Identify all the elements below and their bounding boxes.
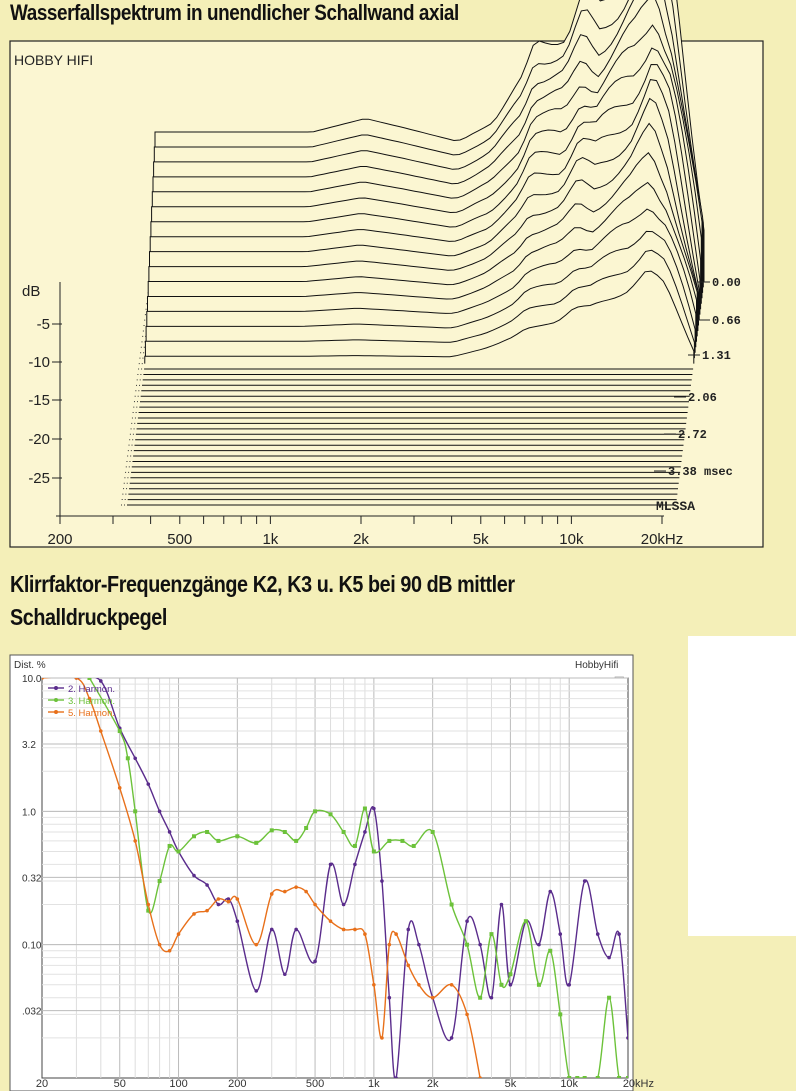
distortion-point xyxy=(607,996,611,1000)
distortion-point xyxy=(205,883,209,887)
waterfall-software-label: MLSSA xyxy=(656,499,696,514)
distortion-point xyxy=(133,809,137,813)
distortion-xtick-label: 2k xyxy=(426,1078,439,1090)
distortion-point xyxy=(342,830,346,834)
distortion-xtick-label: 20 xyxy=(35,1078,49,1090)
distortion-point xyxy=(294,928,298,932)
distortion-point xyxy=(313,960,317,964)
waterfall-time-label: 0.66 xyxy=(712,314,741,328)
distortion-point xyxy=(283,972,287,976)
distortion-point xyxy=(254,989,258,993)
distortion-point xyxy=(304,826,308,830)
waterfall-xtick-label: 2k xyxy=(353,531,369,548)
distortion-point xyxy=(537,983,541,987)
distortion-point xyxy=(168,844,172,848)
distortion-point xyxy=(465,943,469,947)
distortion-point xyxy=(508,972,512,976)
distortion-point xyxy=(537,943,541,947)
distortion-point xyxy=(99,729,103,733)
distortion-point xyxy=(489,932,493,936)
distortion-ylabel: Dist. % xyxy=(14,660,46,671)
distortion-point xyxy=(283,890,287,894)
distortion-xtick-label: 5k xyxy=(504,1078,517,1090)
waterfall-time-label: 1.31 xyxy=(702,349,731,363)
distortion-point xyxy=(146,782,150,786)
distortion-point xyxy=(283,830,287,834)
distortion-ytick-label: 0.32 xyxy=(22,873,42,885)
distortion-point xyxy=(548,949,552,953)
distortion-point xyxy=(270,928,274,932)
distortion-point xyxy=(417,983,421,987)
waterfall-ytick-label: -5 xyxy=(36,316,50,333)
distortion-point xyxy=(617,932,621,936)
distortion-point xyxy=(227,900,231,904)
distortion-point xyxy=(313,809,317,813)
chart2-title-line2: Schalldruckpegel xyxy=(10,604,167,630)
distortion-point xyxy=(583,879,587,883)
waterfall-xtick-label: 5k xyxy=(472,531,489,548)
distortion-point xyxy=(118,786,122,790)
distortion-point xyxy=(236,919,240,923)
distortion-point xyxy=(353,863,357,867)
distortion-point xyxy=(342,928,346,932)
legend-marker xyxy=(54,710,58,714)
distortion-ytick-label: 10.0 xyxy=(22,674,42,685)
waterfall-xtick-label: 1k xyxy=(262,531,279,548)
distortion-point xyxy=(192,874,196,878)
distortion-point xyxy=(192,834,196,838)
distortion-point xyxy=(400,839,404,843)
distortion-point xyxy=(294,839,298,843)
distortion-point xyxy=(133,756,137,760)
distortion-point xyxy=(558,1012,562,1016)
waterfall-brand-label: HOBBY HIFI xyxy=(14,52,94,68)
distortion-point xyxy=(158,810,162,814)
waterfall-time-label: 3.38 msec xyxy=(668,465,733,479)
distortion-point xyxy=(177,849,181,853)
distortion-xtick-label: 50 xyxy=(113,1078,126,1090)
legend-marker xyxy=(54,686,58,690)
distortion-point xyxy=(126,756,130,760)
distortion-point xyxy=(372,807,376,811)
distortion-point xyxy=(158,879,162,883)
distortion-point xyxy=(192,912,196,916)
distortion-xtick-label: 100 xyxy=(169,1078,188,1090)
waterfall-ytick-label: -20 xyxy=(28,431,50,448)
distortion-point xyxy=(412,844,416,848)
legend-label: 2. Harmon. xyxy=(68,684,115,695)
distortion-point xyxy=(363,807,367,811)
distortion-point xyxy=(380,1036,384,1040)
waterfall-xtick-label: 10k xyxy=(559,531,584,548)
distortion-point xyxy=(567,983,571,987)
distortion-point xyxy=(99,679,103,683)
distortion-point xyxy=(270,892,274,896)
distortion-grid xyxy=(42,678,628,1078)
waterfall-ytick-label: -15 xyxy=(28,392,50,409)
distortion-point xyxy=(363,932,367,936)
distortion-xtick-label: 10k xyxy=(560,1078,579,1090)
distortion-point xyxy=(177,932,181,936)
distortion-point xyxy=(118,729,122,733)
distortion-ytick-label: 3.2 xyxy=(22,739,36,751)
distortion-point xyxy=(465,919,469,923)
distortion-point xyxy=(450,983,454,987)
waterfall-xtick-label: 20kHz xyxy=(640,531,684,548)
distortion-point xyxy=(478,996,482,1000)
legend-marker xyxy=(54,698,58,702)
distortion-point xyxy=(329,812,333,816)
distortion-point xyxy=(329,863,333,867)
distortion-point xyxy=(372,983,376,987)
distortion-point xyxy=(363,830,367,834)
distortion-point xyxy=(388,943,392,947)
distortion-point xyxy=(254,943,258,947)
distortion-ytick-label: 1.0 xyxy=(22,807,36,819)
distortion-point xyxy=(294,885,298,889)
distortion-point xyxy=(217,903,221,907)
distortion-point xyxy=(478,943,482,947)
distortion-point xyxy=(431,996,435,1000)
distortion-point xyxy=(216,839,220,843)
distortion-xtick-label: 500 xyxy=(305,1078,325,1090)
distortion-point xyxy=(372,849,376,853)
distortion-point xyxy=(304,890,308,894)
waterfall-xtick-label: 500 xyxy=(167,531,193,548)
distortion-point xyxy=(380,879,384,883)
distortion-point xyxy=(596,932,600,936)
distortion-point xyxy=(146,903,150,907)
distortion-point xyxy=(205,830,209,834)
distortion-point xyxy=(490,996,494,1000)
distortion-point xyxy=(270,828,274,832)
waterfall-ytick-label: -25 xyxy=(28,470,50,487)
waterfall-time-label: 2.72 xyxy=(678,428,707,442)
distortion-point xyxy=(217,897,221,901)
waterfall-time-label: 0.00 xyxy=(712,276,741,290)
distortion-point xyxy=(431,830,435,834)
distortion-ytick-label: 0.10 xyxy=(22,940,42,952)
distortion-point xyxy=(607,956,611,960)
distortion-point xyxy=(236,897,240,901)
distortion-point xyxy=(465,1013,469,1017)
distortion-point xyxy=(500,903,504,907)
distortion-point xyxy=(388,996,392,1000)
distortion-point xyxy=(450,1036,454,1040)
distortion-point xyxy=(548,890,552,894)
distortion-point xyxy=(450,903,454,907)
distortion-point xyxy=(168,830,172,834)
distortion-point xyxy=(394,932,398,936)
distortion-point xyxy=(254,841,258,845)
chart2-title-line1: Klirrfaktor-Frequenzgänge K2, K3 u. K5 bei 90 dB mittler xyxy=(10,571,515,597)
distortion-point xyxy=(353,844,357,848)
distortion-point xyxy=(158,943,162,947)
legend-label: 5. Harmon. xyxy=(68,708,115,719)
waterfall-ylabel: dB xyxy=(22,283,41,300)
distortion-point xyxy=(509,983,513,987)
distortion-xtick-label: 200 xyxy=(228,1078,247,1090)
distortion-xtick-label: 20kHz xyxy=(622,1078,654,1090)
chart1-title: Wasserfallspektrum in unendlicher Schallwand axial xyxy=(10,0,459,25)
waterfall-time-label: 2.06 xyxy=(688,391,717,405)
distortion-point xyxy=(168,949,172,953)
distortion-point xyxy=(387,839,391,843)
distortion-point xyxy=(406,964,410,968)
distortion-point xyxy=(524,919,528,923)
distortion-point xyxy=(353,928,357,932)
distortion-ytick-label: .032 xyxy=(22,1006,42,1018)
distortion-point xyxy=(499,983,503,987)
distortion-point xyxy=(313,903,317,907)
legend-label: 3. Harmon. xyxy=(68,696,115,707)
distortion-point xyxy=(235,834,239,838)
distortion-point xyxy=(133,839,137,843)
distortion-point xyxy=(329,919,333,923)
distortion-point xyxy=(417,943,421,947)
distortion-xtick-label: 1k xyxy=(368,1078,380,1090)
waterfall-xtick-label: 200 xyxy=(47,531,73,548)
distortion-point xyxy=(342,903,346,907)
distortion-point xyxy=(558,932,562,936)
distortion-plot-area xyxy=(42,678,628,1078)
distortion-point xyxy=(205,909,209,913)
distortion-brand-label: HobbyHifi xyxy=(575,660,619,671)
waterfall-ytick-label: -10 xyxy=(28,354,50,371)
distortion-point xyxy=(406,928,410,932)
